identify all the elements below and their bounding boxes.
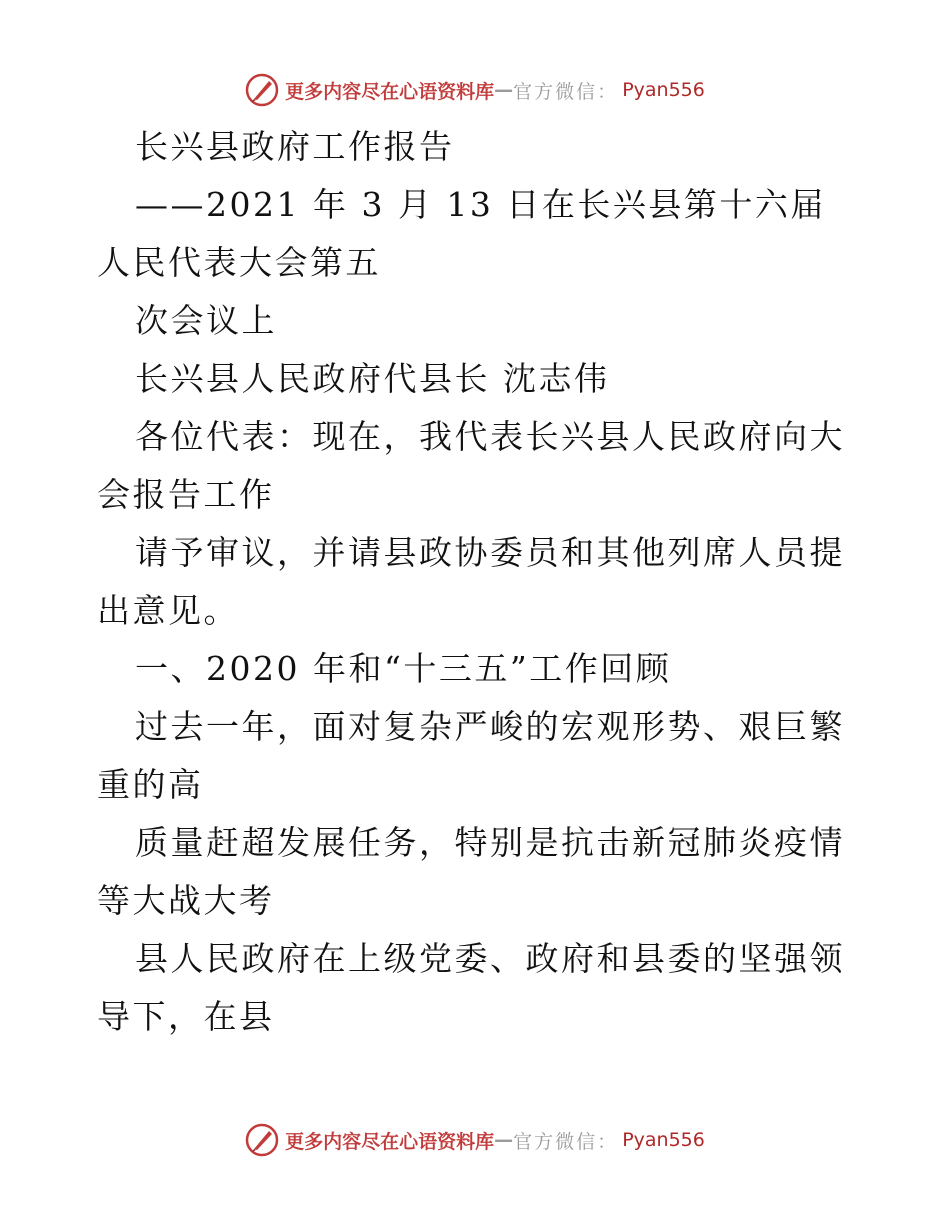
quill-pen-logo-icon (245, 1123, 279, 1157)
document-title: 长兴县政府工作报告 (135, 127, 455, 166)
watermark-wechat-label: 官方微信： (513, 80, 619, 103)
section-heading: 一、2020 年和“十三五”工作回顾 (135, 649, 672, 688)
document-body (97, 118, 857, 1046)
document-subtitle: ——2021 年 3 月 13 日在长兴县第十六届人民代表大会第五 (97, 185, 826, 282)
document-paragraph: 质量赶超发展任务，特别是抗击新冠肺炎疫情等大战大考 (97, 823, 845, 920)
footer-watermark (0, 1120, 950, 1160)
watermark-dash: — (494, 1129, 514, 1151)
document-paragraph: 过去一年，面对复杂严峻的宏观形势、艰巨繁重的高 (97, 707, 845, 804)
document-paragraph: 请予审议，并请县政协委员和其他列席人员提出意见。 (97, 533, 845, 630)
document-author: 长兴县人民政府代县长 沈志伟 (135, 359, 610, 398)
watermark-wechat-id: Pyan556 (622, 1129, 705, 1151)
watermark-dash: — (494, 79, 514, 101)
document-subtitle-cont: 次会议上 (135, 301, 277, 340)
watermark-main-text: 更多内容尽在心语资料库 (285, 1130, 495, 1153)
quill-pen-logo-icon (245, 73, 279, 107)
document-paragraph: 县人民政府在上级党委、政府和县委的坚强领导下，在县 (97, 939, 845, 1036)
watermark-wechat-id: Pyan556 (622, 79, 705, 101)
document-paragraph: 各位代表：现在，我代表长兴县人民政府向大会报告工作 (97, 417, 845, 514)
header-watermark (0, 70, 950, 110)
watermark-wechat-label: 官方微信： (513, 1130, 619, 1153)
watermark-main-text: 更多内容尽在心语资料库 (285, 80, 495, 103)
